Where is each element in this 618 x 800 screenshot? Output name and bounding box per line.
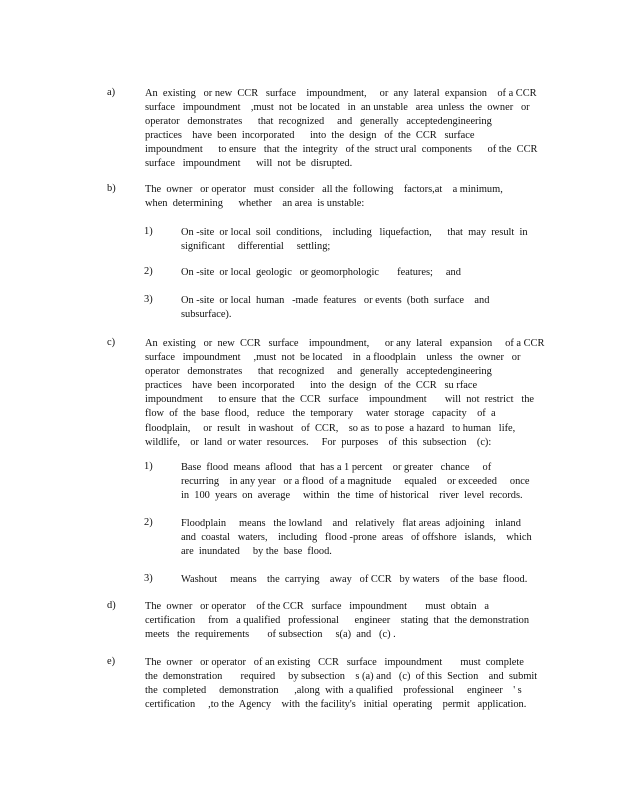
text-line: operator demonstrates that recognized and generally acceptedengineering	[145, 366, 492, 378]
subitem-label: 1)	[144, 461, 153, 472]
text-line: in 100 years on average within the time of historical river level records.	[181, 490, 523, 502]
text-line: and coastal waters, including flood -prone areas of offshore islands, which	[181, 532, 532, 544]
item-text	[145, 337, 545, 450]
subitem-label: 3)	[144, 573, 153, 584]
item-text	[145, 656, 545, 712]
text-line: The owner or operator of the CCR surface impoundment must obtain a	[145, 601, 489, 612]
item-label: c)	[107, 337, 116, 348]
subitem-text	[181, 461, 541, 503]
subitem-text	[181, 294, 541, 322]
text-line: operator demonstrates that recognized and generally acceptedengineering	[145, 116, 492, 128]
text-line: when determining whether an area is unstable:	[145, 198, 365, 210]
text-line: impoundment to ensure that the integrity of the struct ural components of the CCR	[145, 144, 538, 156]
text-line: On -site or local human -made features or events (both surface and	[181, 295, 490, 306]
item-label: e)	[107, 656, 116, 667]
text-line: On -site or local geologic or geomorphologic features; and	[181, 267, 461, 278]
text-line: surface impoundment ,must not be located in an unstable area unless the owner or	[145, 102, 530, 114]
text-line: Washout means the carrying away of CCR by waters of the base flood.	[181, 574, 528, 585]
text-line: The owner or operator of an existing CCR surface impoundment must complete	[145, 657, 524, 668]
text-line: certification from a qualified professional engineer stating that the demonstration	[145, 615, 530, 627]
item-text	[145, 183, 545, 211]
text-line: meets the requirements of subsection s(a) and (c) .	[145, 629, 396, 641]
text-line: the completed demonstration ,along with a qualified professional engineer ' s	[145, 685, 522, 697]
text-line: floodplain, or result in washout of CCR, so as to pose a hazard to human life,	[145, 422, 516, 434]
text-line: are inundated by the base flood.	[181, 546, 332, 558]
subitem-text	[181, 573, 541, 587]
text-line: wildlife, or land or water resources. For purposes of this subsection (c):	[145, 436, 492, 448]
text-line: subsurface).	[181, 309, 232, 321]
item-label: a)	[107, 87, 116, 98]
text-line: practices have been incorporated into the design of the CCR surface	[145, 130, 475, 142]
text-line: certification ,to the Agency with the facility's initial operating permit application.	[145, 699, 527, 711]
text-line: Floodplain means the lowland and relatively flat areas adjoining inland	[181, 518, 521, 529]
text-line: The owner or operator must consider all the following factors,at a minimum,	[145, 184, 503, 195]
item-label: b)	[107, 183, 116, 194]
text-line: impoundment to ensure that the CCR surface impoundment will not restrict the	[145, 394, 535, 406]
subitem-text	[181, 226, 541, 254]
subitem-text	[181, 517, 541, 559]
text-line: Base flood means aflood that has a 1 percent or greater chance of	[181, 462, 492, 473]
text-line: recurring in any year or a flood of a magnitude equaled or exceeded once	[181, 476, 530, 488]
subitem-label: 3)	[144, 294, 153, 305]
item-label: d)	[107, 600, 116, 611]
text-line: the demonstration required by subsection s (a) and (c) of this Section and submit	[145, 671, 538, 683]
text-line: surface impoundment ,must not be located in a floodplain unless the owner or	[145, 352, 521, 364]
text-line: surface impoundment will not be disrupted.	[145, 158, 353, 170]
subitem-text	[181, 266, 541, 280]
subitem-label: 2)	[144, 517, 153, 528]
text-line: An existing or new CCR surface impoundment, or any lateral expansion of a CCR	[145, 88, 537, 99]
item-text	[145, 600, 545, 642]
text-line: flow of the base flood, reduce the temporary water storage capacity of a	[145, 408, 496, 420]
subitem-label: 1)	[144, 226, 153, 237]
item-text	[145, 87, 545, 172]
text-line: significant differential settling;	[181, 241, 331, 253]
text-line: On -site or local soil conditions, including liquefaction, that may result in	[181, 227, 528, 238]
subitem-label: 2)	[144, 266, 153, 277]
text-line: An existing or new CCR surface impoundment, or any lateral expansion of a CCR	[145, 338, 545, 349]
text-line: practices have been incorporated into the design of the CCR su rface	[145, 380, 478, 392]
